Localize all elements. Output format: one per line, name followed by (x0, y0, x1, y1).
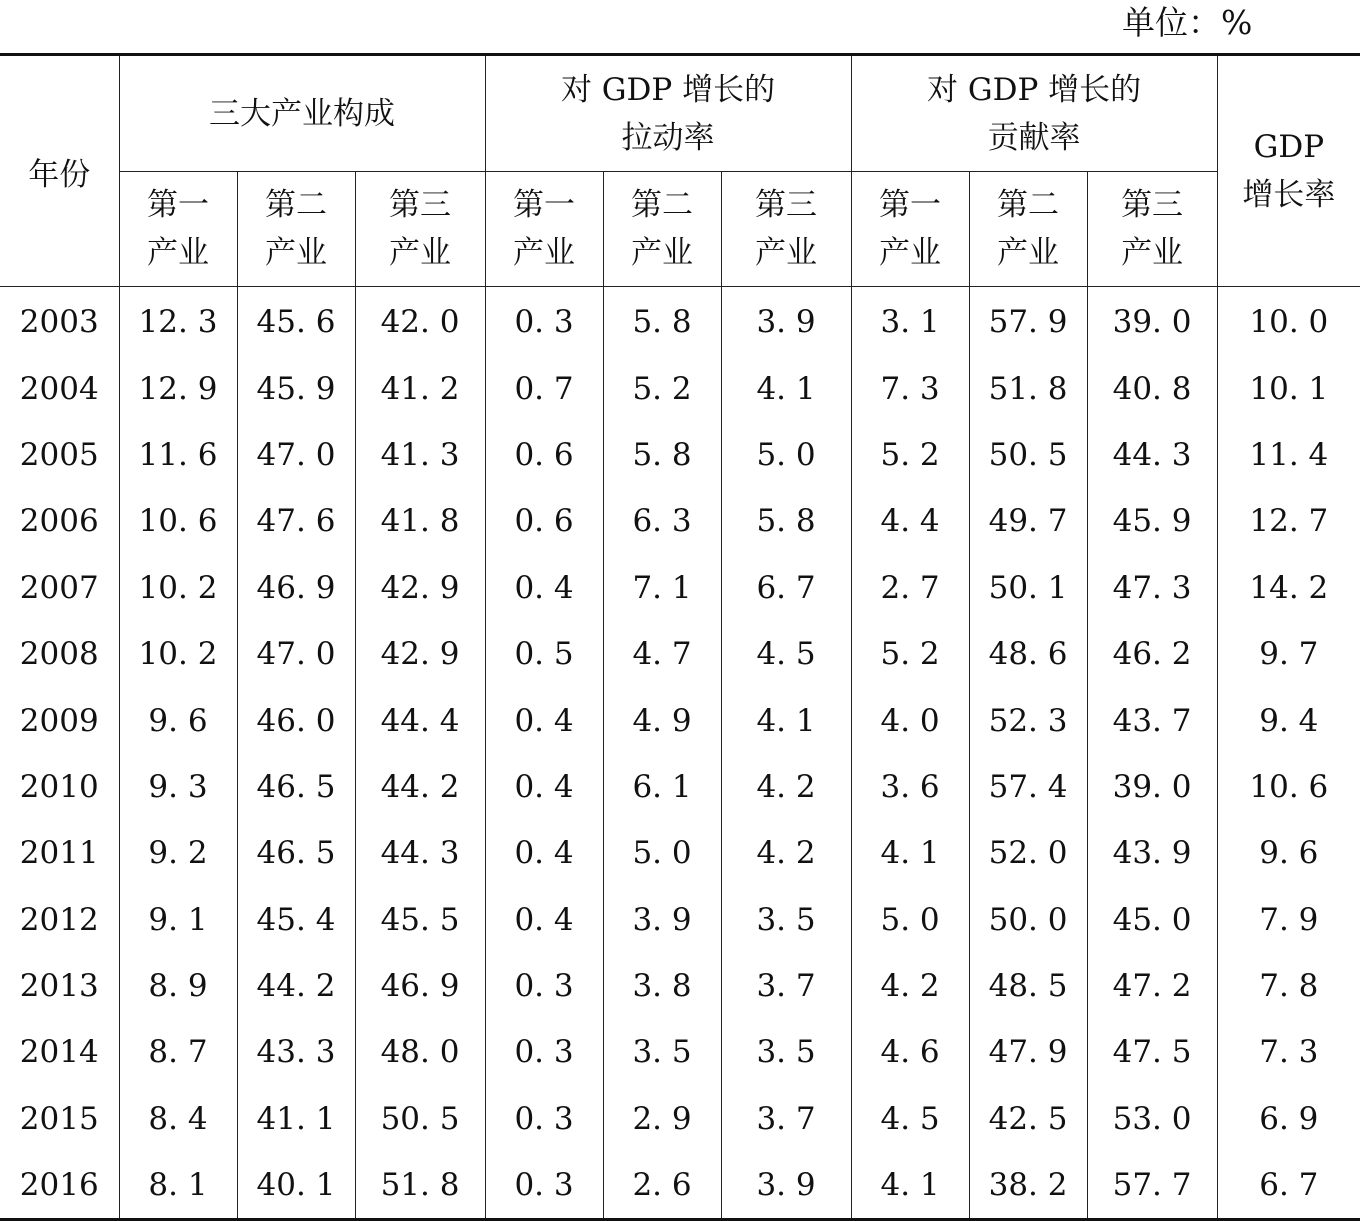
header-line: 三大产业构成 (209, 95, 395, 132)
header-line: 第一 (879, 187, 942, 223)
header-line: 产业 (265, 235, 327, 271)
contribution-secondary-cell: 52. 3 (969, 687, 1087, 753)
contribution-primary-cell: 4. 6 (851, 1019, 969, 1085)
contribution-primary-cell: 4. 5 (851, 1086, 969, 1152)
pull-tertiary-cell: 3. 5 (721, 887, 851, 953)
table-row (0, 1019, 1360, 1085)
structure-primary-cell: 9. 6 (119, 687, 237, 753)
header-line: 产业 (1121, 235, 1184, 271)
subheader-tertiary (721, 172, 851, 287)
contribution-secondary-cell: 52. 0 (969, 820, 1087, 886)
pull-secondary-cell: 3. 9 (603, 887, 721, 953)
gdp-growth-cell: 9. 6 (1217, 820, 1360, 886)
pull-primary-cell: 0. 4 (485, 555, 603, 621)
table-row (0, 687, 1360, 753)
pull-tertiary-cell: 4. 1 (721, 687, 851, 753)
industry-gdp-table (0, 53, 1360, 1221)
pull-tertiary-cell: 3. 7 (721, 953, 851, 1019)
pull-tertiary-cell: 4. 2 (721, 820, 851, 886)
contribution-secondary-cell: 50. 0 (969, 887, 1087, 953)
contribution-tertiary-cell: 39. 0 (1087, 754, 1217, 820)
table-row (0, 422, 1360, 488)
year-cell: 2007 (0, 555, 119, 621)
contribution-secondary-cell: 50. 5 (969, 422, 1087, 488)
header-line: 第一 (147, 187, 209, 223)
structure-secondary-cell: 47. 6 (237, 488, 355, 554)
contribution-tertiary-cell: 53. 0 (1087, 1086, 1217, 1152)
pull-secondary-cell: 5. 2 (603, 355, 721, 421)
header-line: 第二 (997, 187, 1060, 223)
subheader-primary (485, 172, 603, 287)
contribution-secondary-cell: 48. 6 (969, 621, 1087, 687)
header-line: 贡献率 (987, 119, 1081, 156)
pull-tertiary-cell: 5. 8 (721, 488, 851, 554)
contribution-primary-cell: 7. 3 (851, 355, 969, 421)
table-row (0, 887, 1360, 953)
pull-primary-cell: 0. 3 (485, 953, 603, 1019)
structure-secondary-cell: 40. 1 (237, 1152, 355, 1220)
table-row (0, 953, 1360, 1019)
contribution-primary-cell: 4. 1 (851, 1152, 969, 1220)
header-line: 第三 (755, 187, 818, 223)
structure-secondary-cell: 43. 3 (237, 1019, 355, 1085)
year-cell: 2015 (0, 1086, 119, 1152)
contribution-secondary-cell: 42. 5 (969, 1086, 1087, 1152)
unit-label: 单位：% (1122, 3, 1253, 42)
structure-secondary-cell: 45. 6 (237, 287, 355, 356)
pull-primary-cell: 0. 3 (485, 1152, 603, 1220)
contribution-tertiary-cell: 46. 2 (1087, 621, 1217, 687)
structure-secondary-cell: 47. 0 (237, 621, 355, 687)
year-cell: 2010 (0, 754, 119, 820)
header-industry-structure (119, 55, 485, 172)
year-cell: 2011 (0, 820, 119, 886)
gdp-growth-cell: 7. 3 (1217, 1019, 1360, 1085)
header-line: 产业 (879, 235, 942, 271)
structure-tertiary-cell: 46. 9 (355, 953, 485, 1019)
contribution-tertiary-cell: 43. 7 (1087, 687, 1217, 753)
contribution-tertiary-cell: 45. 0 (1087, 887, 1217, 953)
contribution-tertiary-cell: 57. 7 (1087, 1152, 1217, 1220)
header-line: 产业 (389, 235, 451, 271)
header-line: 产业 (631, 235, 694, 271)
structure-primary-cell: 8. 7 (119, 1019, 237, 1085)
pull-tertiary-cell: 5. 0 (721, 422, 851, 488)
pull-secondary-cell: 5. 8 (603, 287, 721, 356)
structure-secondary-cell: 45. 9 (237, 355, 355, 421)
header-line: 第三 (389, 187, 451, 223)
structure-secondary-cell: 47. 0 (237, 422, 355, 488)
contribution-tertiary-cell: 43. 9 (1087, 820, 1217, 886)
header-line: 第一 (513, 187, 576, 223)
contribution-primary-cell: 4. 4 (851, 488, 969, 554)
contribution-tertiary-cell: 40. 8 (1087, 355, 1217, 421)
pull-primary-cell: 0. 6 (485, 422, 603, 488)
contribution-primary-cell: 3. 6 (851, 754, 969, 820)
year-cell: 2003 (0, 287, 119, 356)
header-line: 拉动率 (621, 119, 715, 156)
subheader-primary (851, 172, 969, 287)
table-row (0, 287, 1360, 356)
subheader-secondary (969, 172, 1087, 287)
structure-tertiary-cell: 44. 4 (355, 687, 485, 753)
contribution-tertiary-cell: 47. 2 (1087, 953, 1217, 1019)
header-contribution-rate (851, 55, 1217, 172)
structure-primary-cell: 12. 9 (119, 355, 237, 421)
year-cell: 2016 (0, 1152, 119, 1220)
contribution-secondary-cell: 57. 9 (969, 287, 1087, 356)
structure-tertiary-cell: 44. 3 (355, 820, 485, 886)
header-line: 增长率 (1242, 177, 1336, 213)
header-line: 对 GDP 增长的 (926, 71, 1142, 108)
year-cell: 2013 (0, 953, 119, 1019)
gdp-growth-cell: 14. 2 (1217, 555, 1360, 621)
contribution-primary-cell: 4. 2 (851, 953, 969, 1019)
structure-tertiary-cell: 42. 0 (355, 287, 485, 356)
gdp-growth-cell: 9. 7 (1217, 621, 1360, 687)
structure-tertiary-cell: 48. 0 (355, 1019, 485, 1085)
structure-secondary-cell: 46. 9 (237, 555, 355, 621)
pull-primary-cell: 0. 6 (485, 488, 603, 554)
pull-secondary-cell: 7. 1 (603, 555, 721, 621)
pull-secondary-cell: 2. 9 (603, 1086, 721, 1152)
pull-primary-cell: 0. 4 (485, 820, 603, 886)
subheader-tertiary (355, 172, 485, 287)
pull-secondary-cell: 3. 8 (603, 953, 721, 1019)
structure-primary-cell: 11. 6 (119, 422, 237, 488)
header-line: GDP (1253, 129, 1325, 165)
subheader-secondary (237, 172, 355, 287)
pull-secondary-cell: 4. 7 (603, 621, 721, 687)
structure-secondary-cell: 41. 1 (237, 1086, 355, 1152)
contribution-tertiary-cell: 39. 0 (1087, 287, 1217, 356)
header-line: 对 GDP 增长的 (560, 71, 776, 108)
pull-secondary-cell: 3. 5 (603, 1019, 721, 1085)
table-row (0, 754, 1360, 820)
structure-primary-cell: 12. 3 (119, 287, 237, 356)
header-pull-rate (485, 55, 851, 172)
pull-secondary-cell: 5. 0 (603, 820, 721, 886)
year-cell: 2005 (0, 422, 119, 488)
gdp-growth-cell: 9. 4 (1217, 687, 1360, 753)
structure-secondary-cell: 46. 0 (237, 687, 355, 753)
contribution-primary-cell: 3. 1 (851, 287, 969, 356)
header-gdp-growth (1217, 55, 1360, 287)
subheader-secondary (603, 172, 721, 287)
table-row (0, 355, 1360, 421)
contribution-secondary-cell: 51. 8 (969, 355, 1087, 421)
pull-secondary-cell: 6. 3 (603, 488, 721, 554)
contribution-secondary-cell: 57. 4 (969, 754, 1087, 820)
gdp-growth-cell: 6. 9 (1217, 1086, 1360, 1152)
structure-tertiary-cell: 41. 8 (355, 488, 485, 554)
year-cell: 2006 (0, 488, 119, 554)
gdp-growth-cell: 11. 4 (1217, 422, 1360, 488)
contribution-secondary-cell: 48. 5 (969, 953, 1087, 1019)
table-row (0, 555, 1360, 621)
pull-primary-cell: 0. 5 (485, 621, 603, 687)
structure-tertiary-cell: 42. 9 (355, 555, 485, 621)
table-row (0, 1152, 1360, 1220)
pull-secondary-cell: 2. 6 (603, 1152, 721, 1220)
pull-secondary-cell: 5. 8 (603, 422, 721, 488)
contribution-primary-cell: 4. 1 (851, 820, 969, 886)
contribution-secondary-cell: 50. 1 (969, 555, 1087, 621)
pull-secondary-cell: 6. 1 (603, 754, 721, 820)
structure-secondary-cell: 44. 2 (237, 953, 355, 1019)
structure-primary-cell: 8. 4 (119, 1086, 237, 1152)
structure-primary-cell: 8. 9 (119, 953, 237, 1019)
contribution-secondary-cell: 49. 7 (969, 488, 1087, 554)
gdp-growth-cell: 7. 9 (1217, 887, 1360, 953)
pull-primary-cell: 0. 3 (485, 1019, 603, 1085)
pull-tertiary-cell: 3. 7 (721, 1086, 851, 1152)
header-line: 产业 (755, 235, 818, 271)
structure-secondary-cell: 45. 4 (237, 887, 355, 953)
structure-tertiary-cell: 41. 3 (355, 422, 485, 488)
header-line: 产业 (513, 235, 576, 271)
structure-primary-cell: 9. 2 (119, 820, 237, 886)
structure-secondary-cell: 46. 5 (237, 820, 355, 886)
header-line: 产业 (147, 235, 209, 271)
contribution-primary-cell: 5. 2 (851, 621, 969, 687)
structure-secondary-cell: 46. 5 (237, 754, 355, 820)
structure-primary-cell: 10. 6 (119, 488, 237, 554)
table-row (0, 621, 1360, 687)
contribution-tertiary-cell: 47. 3 (1087, 555, 1217, 621)
contribution-primary-cell: 4. 0 (851, 687, 969, 753)
header-line: 产业 (997, 235, 1060, 271)
pull-tertiary-cell: 6. 7 (721, 555, 851, 621)
subheader-tertiary (1087, 172, 1217, 287)
structure-tertiary-cell: 42. 9 (355, 621, 485, 687)
header-line: 第二 (265, 187, 327, 223)
year-cell: 2009 (0, 687, 119, 753)
structure-tertiary-cell: 51. 8 (355, 1152, 485, 1220)
contribution-secondary-cell: 38. 2 (969, 1152, 1087, 1220)
gdp-growth-cell: 10. 0 (1217, 287, 1360, 356)
contribution-tertiary-cell: 45. 9 (1087, 488, 1217, 554)
table-row (0, 1086, 1360, 1152)
header-year: 年份 (0, 55, 119, 287)
pull-tertiary-cell: 3. 9 (721, 1152, 851, 1220)
structure-primary-cell: 9. 3 (119, 754, 237, 820)
structure-tertiary-cell: 45. 5 (355, 887, 485, 953)
pull-primary-cell: 0. 4 (485, 754, 603, 820)
pull-tertiary-cell: 3. 5 (721, 1019, 851, 1085)
contribution-tertiary-cell: 47. 5 (1087, 1019, 1217, 1085)
structure-primary-cell: 10. 2 (119, 555, 237, 621)
pull-tertiary-cell: 4. 1 (721, 355, 851, 421)
structure-tertiary-cell: 50. 5 (355, 1086, 485, 1152)
structure-tertiary-cell: 41. 2 (355, 355, 485, 421)
header-line: 第二 (631, 187, 694, 223)
gdp-growth-cell: 7. 8 (1217, 953, 1360, 1019)
structure-primary-cell: 8. 1 (119, 1152, 237, 1220)
year-cell: 2012 (0, 887, 119, 953)
pull-primary-cell: 0. 3 (485, 287, 603, 356)
pull-primary-cell: 0. 3 (485, 1086, 603, 1152)
structure-primary-cell: 9. 1 (119, 887, 237, 953)
header-line: 第三 (1121, 187, 1184, 223)
year-cell: 2014 (0, 1019, 119, 1085)
pull-primary-cell: 0. 4 (485, 687, 603, 753)
pull-primary-cell: 0. 4 (485, 887, 603, 953)
year-cell: 2004 (0, 355, 119, 421)
table-body (0, 287, 1360, 1220)
year-cell: 2008 (0, 621, 119, 687)
gdp-growth-cell: 10. 6 (1217, 754, 1360, 820)
pull-tertiary-cell: 4. 2 (721, 754, 851, 820)
gdp-growth-cell: 6. 7 (1217, 1152, 1360, 1220)
pull-primary-cell: 0. 7 (485, 355, 603, 421)
gdp-growth-cell: 12. 7 (1217, 488, 1360, 554)
contribution-primary-cell: 5. 2 (851, 422, 969, 488)
contribution-primary-cell: 5. 0 (851, 887, 969, 953)
gdp-growth-cell: 10. 1 (1217, 355, 1360, 421)
structure-tertiary-cell: 44. 2 (355, 754, 485, 820)
contribution-secondary-cell: 47. 9 (969, 1019, 1087, 1085)
structure-primary-cell: 10. 2 (119, 621, 237, 687)
pull-tertiary-cell: 3. 9 (721, 287, 851, 356)
table-row (0, 820, 1360, 886)
pull-tertiary-cell: 4. 5 (721, 621, 851, 687)
pull-secondary-cell: 4. 9 (603, 687, 721, 753)
contribution-tertiary-cell: 44. 3 (1087, 422, 1217, 488)
subheader-primary (119, 172, 237, 287)
contribution-primary-cell: 2. 7 (851, 555, 969, 621)
table-row (0, 488, 1360, 554)
